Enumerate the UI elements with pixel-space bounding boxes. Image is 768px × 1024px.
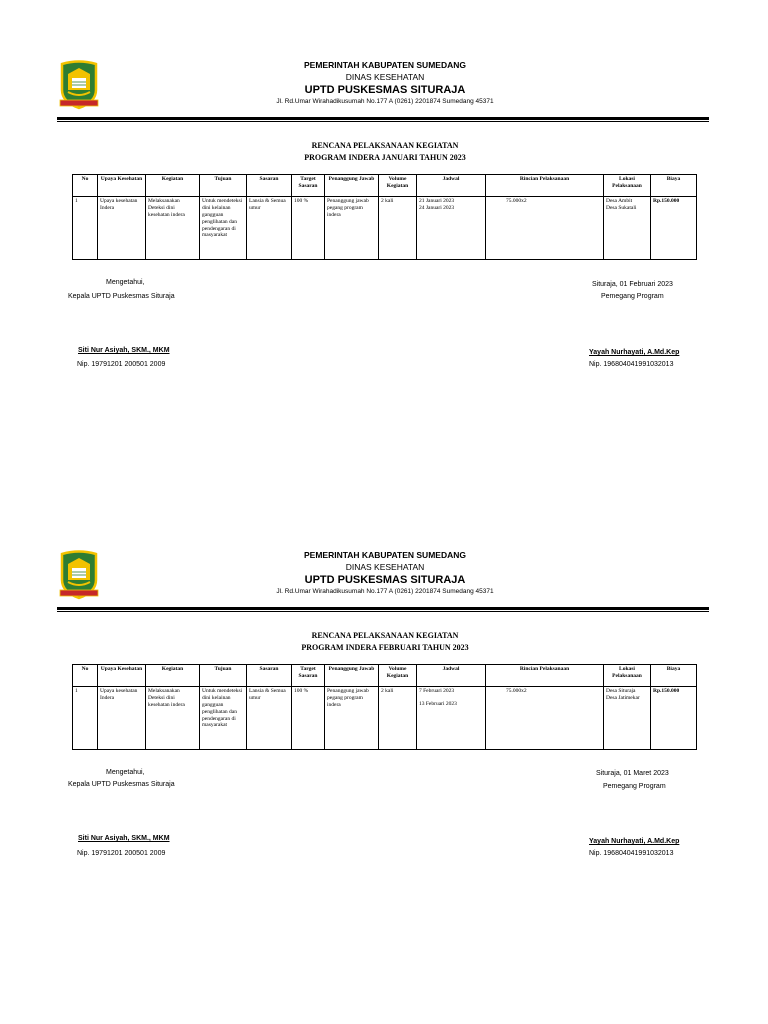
col-header-target: Target Sasaran [292, 175, 325, 197]
col-header-sasaran: Sasaran [247, 175, 292, 197]
cell-jadwal [417, 687, 486, 750]
left-sign-title: Kepala UPTD Puskesmas Situraja [68, 293, 175, 300]
title-line-2: PROGRAM INDERA FEBRUARI TAHUN 2023 [301, 643, 469, 652]
cell-target: 100 % [292, 197, 325, 260]
col-header-jadwal: Jadwal [417, 665, 486, 687]
right-sign-place-date: Situraja, 01 Februari 2023 [592, 281, 673, 288]
col-header-no: No [73, 175, 98, 197]
letterhead-office: UPTD PUSKESMAS SITURAJA [304, 574, 466, 586]
table-header-row [73, 665, 697, 687]
left-sign-name: Siti Nur Asiyah, SKM., MKM [78, 835, 170, 842]
left-sign-nip: Nip. 19791201 200501 2009 [77, 361, 166, 368]
cell-target: 100 % [292, 687, 325, 750]
letterhead-address: Jl. Rd.Umar Wirahadikusumah No.177 A (0261) 2201874 Sumedang 45371 [276, 588, 494, 595]
jadwal-date-1: 7 Februari 2023 [419, 688, 455, 694]
title-line-2: PROGRAM INDERA JANUARI TAHUN 2023 [304, 153, 466, 162]
cell-kegiatan: Melaksanakan Deteksi dini kesehatan indera [146, 197, 200, 260]
col-header-tujuan: Tujuan [200, 175, 247, 197]
col-header-biaya: Biaya [651, 175, 697, 197]
col-header-biaya: Biaya [651, 665, 697, 687]
table-row [73, 197, 697, 260]
col-header-target: Target Sasaran [292, 665, 325, 687]
cell-lokasi [604, 197, 651, 260]
cell-rincian: 75.000x2 [486, 687, 604, 750]
lokasi-1: Desa Situraja [606, 688, 636, 694]
col-header-kegiatan: Kegiatan [146, 665, 200, 687]
cell-volume: 2 kali [379, 687, 417, 750]
lokasi-1: Desa Ambit [606, 198, 633, 204]
cell-upaya: Upaya kesehatan Indera [98, 197, 146, 260]
document-page-february [0, 490, 768, 970]
letterhead-department: DINAS KESEHATAN [345, 562, 425, 572]
col-header-lokasi: Lokasi Pelaksanaan [604, 175, 651, 197]
table-header-row [73, 175, 697, 197]
cell-biaya: Rp.150.000 [651, 687, 697, 750]
activity-plan-table [72, 664, 697, 750]
col-header-volume: Volume Kegiatan [379, 665, 417, 687]
left-sign-acknowledged: Mengetahui, [106, 769, 145, 776]
left-sign-name: Siti Nur Asiyah, SKM., MKM [78, 347, 170, 354]
col-header-pj: Penanggung Jawab [325, 665, 379, 687]
col-header-rincian: Rincian Pelaksanaan [486, 175, 604, 197]
letterhead-rule-thin [57, 611, 709, 612]
cell-tujuan: Untuk mendeteksi dini kelainan gangguan penglihatan dan pendengaran di masyarakat [200, 197, 247, 260]
cell-biaya: Rp.150.000 [651, 197, 697, 260]
right-sign-nip: Nip. 196804041991032013 [589, 850, 674, 857]
cell-lokasi [604, 687, 651, 750]
sumedang-regency-logo-icon [58, 550, 100, 600]
cell-rincian: 75.000x2 [486, 197, 604, 260]
cell-jadwal [417, 197, 486, 260]
right-sign-role: Pemegang Program [603, 783, 666, 790]
col-header-sasaran: Sasaran [247, 665, 292, 687]
col-header-pj: Penanggung Jawab [325, 175, 379, 197]
cell-kegiatan: Melaksanakan Deteksi dini kesehatan indera [146, 687, 200, 750]
cell-no: 1 [73, 687, 98, 750]
cell-pj: Penanggung jawab pegang program indera [325, 197, 379, 260]
right-sign-name: Yayah Nurhayati, A.Md.Kep [589, 838, 680, 845]
cell-tujuan: Untuk mendeteksi dini kelainan gangguan penglihatan dan pendengaran di masyarakat [200, 687, 247, 750]
left-sign-nip: Nip. 19791201 200501 2009 [77, 850, 166, 857]
lokasi-2: Desa Sukatali [606, 204, 637, 211]
left-sign-acknowledged: Mengetahui, [106, 279, 145, 286]
cell-volume: 2 kali [379, 197, 417, 260]
right-sign-place-date: Situraja, 01 Maret 2023 [596, 770, 669, 777]
letterhead-rule-thick [57, 117, 709, 120]
letterhead-government: PEMERINTAH KABUPATEN SUMEDANG [304, 550, 466, 560]
col-header-upaya: Upaya Kesehatan [98, 665, 146, 687]
jadwal-date-2: 24 Januari 2023 [419, 204, 455, 211]
col-header-lokasi: Lokasi Pelaksanaan [604, 665, 651, 687]
cell-sasaran: Lansia & Semua umur [247, 197, 292, 260]
right-sign-nip: Nip. 196804041991032013 [589, 361, 674, 368]
jadwal-date-1: 21 Januari 2023 [419, 198, 455, 204]
col-header-volume: Volume Kegiatan [379, 175, 417, 197]
col-header-jadwal: Jadwal [417, 175, 486, 197]
activity-plan-table [72, 174, 697, 260]
cell-upaya: Upaya kesehatan Indera [98, 687, 146, 750]
col-header-tujuan: Tujuan [200, 665, 247, 687]
col-header-no: No [73, 665, 98, 687]
col-header-upaya: Upaya Kesehatan [98, 175, 146, 197]
title-line-1: RENCANA PELAKSANAAN KEGIATAN [311, 631, 459, 640]
title-line-1: RENCANA PELAKSANAAN KEGIATAN [311, 141, 459, 150]
document-page-january [0, 0, 768, 480]
right-sign-name: Yayah Nurhayati, A.Md.Kep [589, 349, 680, 356]
letterhead-office: UPTD PUSKESMAS SITURAJA [304, 84, 466, 96]
jadwal-date-2: 13 Februari 2023 [419, 700, 457, 707]
right-sign-role: Pemegang Program [601, 293, 664, 300]
cell-pj: Penanggung jawab pegang program indera [325, 687, 379, 750]
letterhead-rule-thin [57, 121, 709, 122]
lokasi-2: Desa Jatimekar [606, 694, 640, 701]
letterhead-government: PEMERINTAH KABUPATEN SUMEDANG [304, 60, 466, 70]
letterhead-rule-thick [57, 607, 709, 610]
col-header-rincian: Rincian Pelaksanaan [486, 665, 604, 687]
sumedang-regency-logo-icon [58, 60, 100, 110]
letterhead-address: Jl. Rd.Umar Wirahadikusumah No.177 A (0261) 2201874 Sumedang 45371 [276, 98, 494, 105]
col-header-kegiatan: Kegiatan [146, 175, 200, 197]
cell-no: 1 [73, 197, 98, 260]
left-sign-title: Kepala UPTD Puskesmas Situraja [68, 781, 175, 788]
letterhead-department: DINAS KESEHATAN [345, 72, 425, 82]
cell-sasaran: Lansia & Semua umur [247, 687, 292, 750]
table-row [73, 687, 697, 750]
